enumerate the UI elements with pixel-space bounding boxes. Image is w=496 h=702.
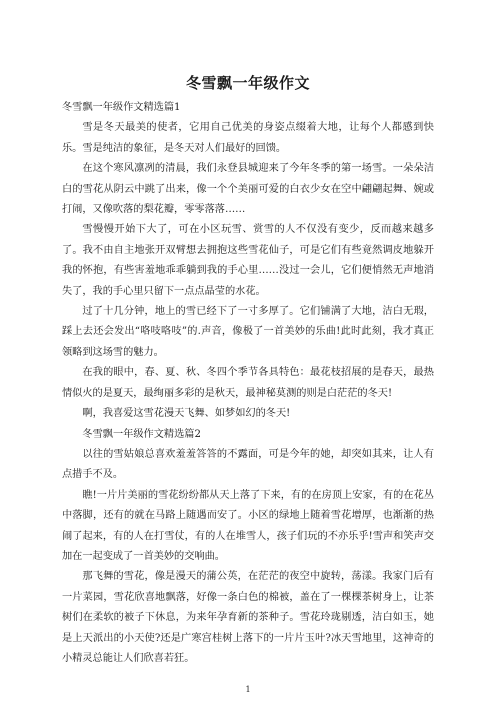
section-heading: 冬雪飘一年级作文精选篇2 [82, 428, 201, 440]
paragraph: 啊，我喜爱这雪花漫天飞舞、如梦如幻的冬天! [82, 408, 291, 420]
section-heading: 冬雪飘一年级作文精选篇1 [62, 102, 181, 113]
paragraph: 那飞舞的雪花，像是漫天的蒲公英，在茫茫的夜空中旋转，荡漾。我家门后有一片菜园，雪花欣喜地飘落，好像一条白色的棉被，盖在了一棵棵茶树身上，让茶树们在柔软的被子下休息，为来年孕育新的茶种子。雪花玲珑剔透，洁白如玉，她是上天派出的小天使?还是广寒宫桂树上落下的一片片玉叶?冰天雪地里，这神奇的小精灵总能让人们欣喜若狂。 [62, 571, 434, 664]
document-title: 冬雪飘一年级作文 [185, 74, 310, 92]
document-body [62, 98, 434, 669]
paragraph: 瞧!一片片美丽的雪花纷纷都从天上落了下来，有的在房顶上安家，有的在花丛中落脚，还有的就在马路上随遇而安了。小区的绿地上随着雪花增厚，也渐渐的热闹了起来，有的人在打雪仗，有的人在堆雪人，孩子们玩的不亦乐乎!雪声和笑声交加在一起变成了一首美妙的交响曲。 [62, 489, 434, 562]
paragraph: 以往的雪姑娘总喜欢羞羞答答的不露面，可是今年的她，却突如其来，让人有点措手不及。 [62, 448, 434, 481]
paragraph: 过了十几分钟，地上的雪已经下了一寸多厚了。它们铺满了大地，洁白无瑕，踩上去还会发出“咯吱咯吱”的.声音，像极了一首美妙的乐曲!此时此刻，我才真正领略到这场雪的魅力。 [62, 306, 434, 358]
paragraph: 雪是冬天最美的使者，它用自己优美的身姿点缀着大地，让每个人都感到快乐。雪是纯洁的象征，是冬天对人们最好的回馈。 [62, 122, 434, 154]
paragraph: 在这个寒风凛冽的清晨，我们永登县城迎来了今年冬季的第一场雪。一朵朵洁白的雪花从阴云中跳了出来，像一个个美丽可爱的白衣少女在空中翩翩起舞、婉或打闹，又像吹落的梨花瓣，零零落落…… [62, 163, 434, 216]
paragraph: 雪慢慢开始下大了，可在小区玩雪、赏雪的人不仅没有变少，反而越来越多了。我不由自主地张开双臂想去拥抱这些雪花仙子，可是它们有些竟然调皮地躲开我的怀抱，有些害羞地乖乖躺到我的手心里……没过一会儿，它们便悄然无声地消失了，我的手心里只留下一点点晶莹的水花。 [62, 224, 434, 297]
paragraph: 在我的眼中，春、夏、秋、冬四个季节各具特色：最花枝招展的是春天，最热情似火的是夏天，最绚丽多彩的是秋天，最神秘莫测的则是白茫茫的冬天! [62, 367, 434, 399]
page-number: 1 [245, 685, 251, 694]
